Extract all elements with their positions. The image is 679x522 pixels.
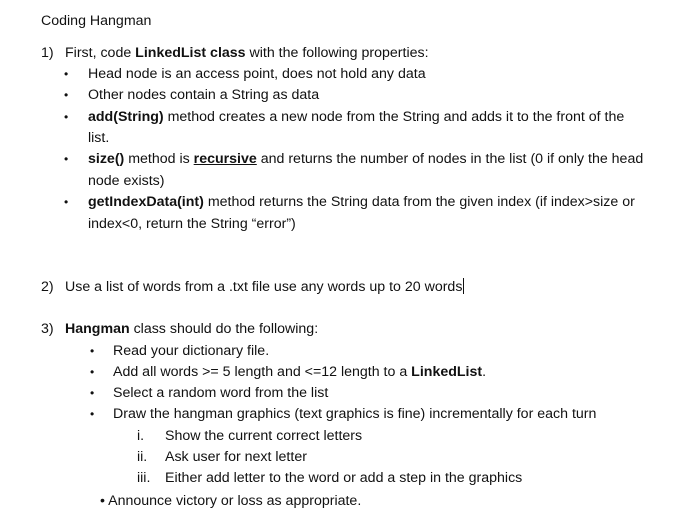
section-1-number: 1) bbox=[41, 45, 54, 61]
section-3-item-1: Read your dictionary file. bbox=[113, 343, 270, 359]
section-1-item-5: getIndexData(int) method returns the String data from the given index (if index>size or bbox=[88, 194, 635, 210]
section-1-item-3-cont: list. bbox=[88, 130, 110, 146]
sub-item-1: Show the current correct letters bbox=[165, 428, 363, 444]
section-3-item-4: Draw the hangman graphics (text graphics is fine) incrementally for each turn bbox=[113, 406, 597, 422]
bullet-icon: • bbox=[90, 365, 95, 379]
bullet-icon: • bbox=[90, 407, 95, 421]
section-2-number: 2) bbox=[41, 279, 54, 295]
section-1-item-4: size() method is recursive and returns the number of nodes in the list (0 if only the head bbox=[88, 151, 644, 167]
section-1-item-3: add(String) method creates a new node from the String and adds it to the front of the bbox=[88, 109, 625, 125]
section-1-heading: First, code LinkedList class with the following properties: bbox=[65, 45, 429, 61]
doc-title: Coding Hangman bbox=[41, 13, 152, 29]
bullet-icon: • bbox=[64, 195, 69, 209]
sub-item-2: Ask user for next letter bbox=[165, 449, 307, 465]
section-3-number: 3) bbox=[41, 321, 54, 337]
bullet-icon: • bbox=[64, 88, 69, 102]
roman-numeral: i. bbox=[137, 428, 145, 444]
bullet-icon: • bbox=[90, 344, 95, 358]
roman-numeral: ii. bbox=[137, 449, 148, 465]
section-3-heading: Hangman class should do the following: bbox=[65, 321, 319, 337]
roman-numeral: iii. bbox=[137, 470, 151, 486]
section-3-final-item: • Announce victory or loss as appropriate. bbox=[100, 493, 362, 509]
section-1-item-5-cont: index<0, return the String “error”) bbox=[88, 216, 296, 232]
section-1-item-1: Head node is an access point, does not hold any data bbox=[88, 66, 426, 82]
bullet-icon: • bbox=[64, 110, 69, 124]
bullet-icon: • bbox=[64, 67, 69, 81]
section-3-item-3: Select a random word from the list bbox=[113, 385, 329, 401]
section-1-item-4-cont: node exists) bbox=[88, 173, 165, 189]
sub-item-3: Either add letter to the word or add a step in the graphics bbox=[165, 470, 523, 486]
bullet-icon: • bbox=[64, 152, 69, 166]
section-3-item-2: Add all words >= 5 length and <=12 length to a LinkedList. bbox=[113, 364, 487, 380]
section-1-item-2: Other nodes contain a String as data bbox=[88, 87, 320, 103]
bullet-icon: • bbox=[90, 386, 95, 400]
section-2-text[interactable]: Use a list of words from a .txt file use any words up to 20 words bbox=[65, 279, 463, 295]
text-caret bbox=[463, 278, 464, 294]
